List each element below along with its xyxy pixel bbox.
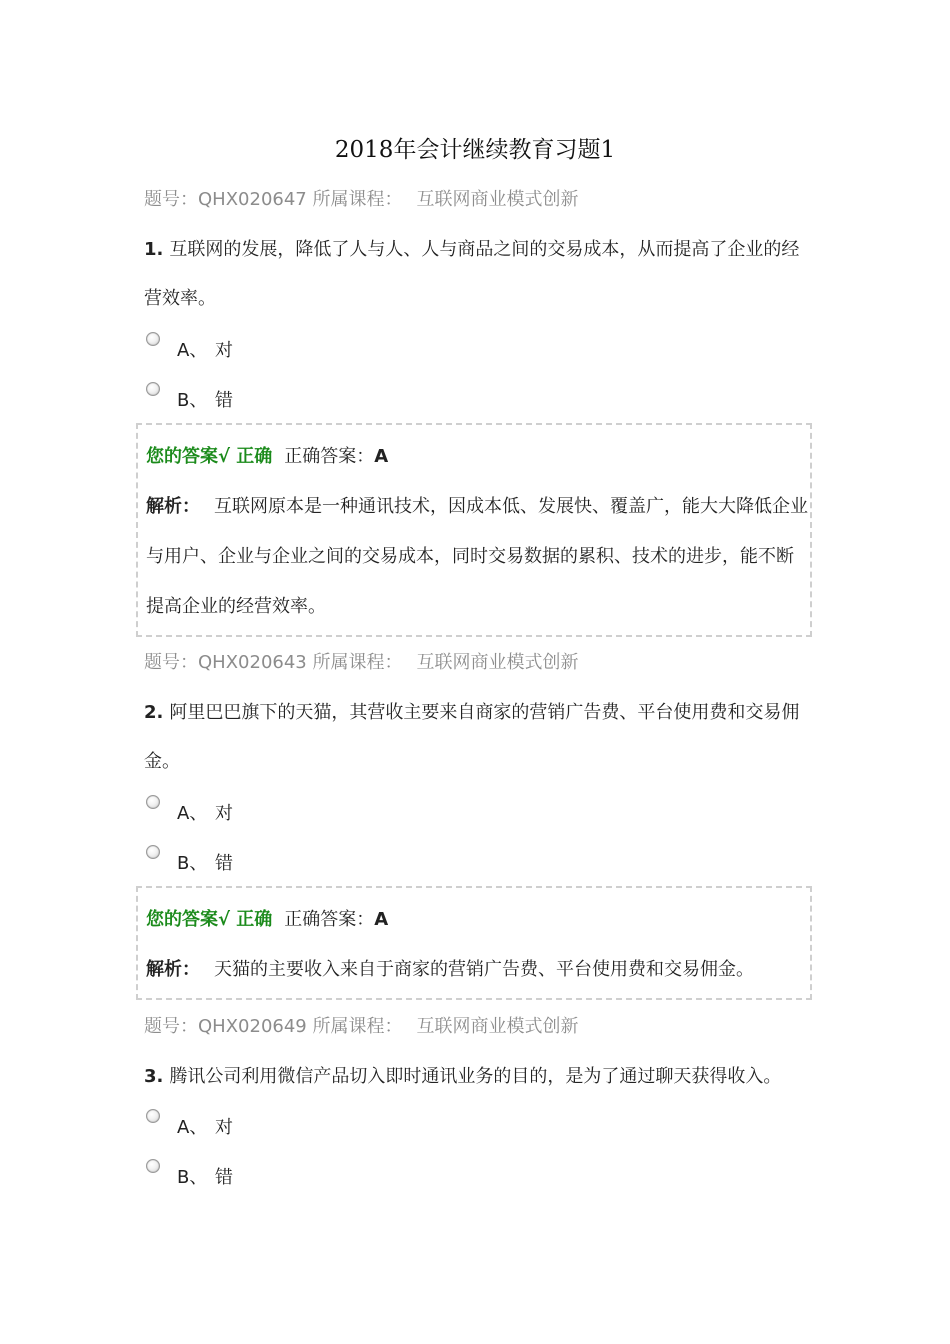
- question-meta: [144, 1014, 578, 1040]
- option-letter: B、: [177, 390, 208, 411]
- option-label: [177, 1165, 233, 1191]
- radio-button[interactable]: [146, 1109, 160, 1123]
- option-text: 对: [215, 1117, 233, 1138]
- answer-result: [146, 444, 388, 470]
- your-answer: 您的答案√ 正确: [146, 446, 273, 467]
- option-a[interactable]: [144, 332, 444, 372]
- question-number: 2.: [144, 702, 164, 723]
- course-label: 所属课程：: [312, 1016, 403, 1037]
- option-text: 错: [215, 1167, 233, 1188]
- correct-answer: A: [374, 909, 389, 930]
- page-title: 2018年会计继续教育习题1: [334, 137, 616, 163]
- course-label: 所属课程：: [312, 652, 403, 673]
- question-text: [144, 225, 814, 323]
- answer-result: [146, 907, 388, 933]
- question-meta: [144, 650, 578, 676]
- analysis-text: 天猫的主要收入来自于商家的营销广告费、平台使用费和交易佣金。: [214, 959, 754, 980]
- option-letter: A、: [177, 803, 208, 824]
- option-letter: A、: [177, 340, 208, 361]
- option-text: 错: [215, 390, 233, 411]
- option-letter: A、: [177, 1117, 208, 1138]
- option-b[interactable]: [144, 845, 444, 885]
- question-body: 互联网的发展，降低了人与人、人与商品之间的交易成本，从而提高了企业的经营效率。: [144, 239, 800, 309]
- question-number: 3.: [144, 1066, 164, 1087]
- option-text: 错: [215, 853, 233, 874]
- question-body: 阿里巴巴旗下的天猫，其营收主要来自商家的营销广告费、平台使用费和交易佣金。: [144, 702, 800, 772]
- option-label: [177, 851, 233, 877]
- radio-button[interactable]: [146, 1159, 160, 1173]
- correct-answer: A: [374, 446, 389, 467]
- question-code-label: 题号：: [144, 1016, 198, 1037]
- radio-button[interactable]: [146, 845, 160, 859]
- question-meta: [144, 187, 578, 213]
- question-code: QHX020643: [198, 652, 307, 673]
- your-answer: 您的答案√ 正确: [146, 909, 273, 930]
- option-text: 对: [215, 340, 233, 361]
- course-name: 互联网商业模式创新: [416, 652, 579, 673]
- radio-button[interactable]: [146, 795, 160, 809]
- radio-button[interactable]: [146, 332, 160, 346]
- analysis-text: 互联网原本是一种通讯技术，因成本低、发展快、覆盖广，能大大降低企业与用户、企业与企业之间的交易成本，同时交易数据的累积、技术的进步，能不断提高企业的经营效率。: [146, 496, 808, 617]
- answer-panel: [136, 886, 812, 1000]
- question-text: [144, 688, 814, 786]
- option-label: [177, 801, 233, 827]
- answer-panel: [136, 423, 812, 637]
- option-letter: B、: [177, 1167, 208, 1188]
- option-b[interactable]: [144, 1159, 444, 1199]
- question-body: 腾讯公司利用微信产品切入即时通讯业务的目的，是为了通过聊天获得收入。: [169, 1066, 782, 1087]
- question-code-label: 题号：: [144, 652, 198, 673]
- question-code: QHX020647: [198, 189, 307, 210]
- correct-answer-label: 正确答案：: [284, 909, 375, 930]
- question-number: 1.: [144, 239, 164, 260]
- option-b[interactable]: [144, 382, 444, 422]
- analysis-label: 解析：: [146, 959, 200, 980]
- option-a[interactable]: [144, 795, 444, 835]
- option-label: [177, 1115, 233, 1141]
- radio-button[interactable]: [146, 382, 160, 396]
- option-a[interactable]: [144, 1109, 444, 1149]
- course-name: 互联网商业模式创新: [416, 189, 579, 210]
- analysis: [146, 945, 808, 995]
- course-label: 所属课程：: [312, 189, 403, 210]
- question-text: [144, 1052, 814, 1101]
- option-label: [177, 388, 233, 414]
- course-name: 互联网商业模式创新: [416, 1016, 579, 1037]
- question-code-label: 题号：: [144, 189, 198, 210]
- analysis: [146, 482, 808, 632]
- option-label: [177, 338, 233, 364]
- option-letter: B、: [177, 853, 208, 874]
- correct-answer-label: 正确答案：: [284, 446, 375, 467]
- question-code: QHX020649: [198, 1016, 307, 1037]
- analysis-label: 解析：: [146, 496, 200, 517]
- option-text: 对: [215, 803, 233, 824]
